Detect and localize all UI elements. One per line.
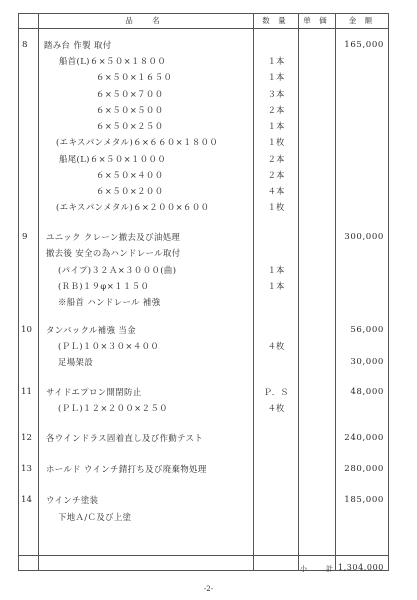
line-description: ６×５０×１６５０ [96, 72, 173, 82]
line-description: ６×５０×７００ [96, 89, 164, 99]
line-description: ホールド ウインチ錆打ち及び廃棄物処理 [46, 464, 207, 474]
line-description: 足場架設 [58, 357, 94, 367]
line-description: ６×５０×２５０ [96, 121, 164, 131]
item-number: 10 [21, 325, 32, 335]
line-qty: １枚 [267, 137, 285, 147]
line-description: (パイプ)３２Ａ×３０００(曲) [58, 265, 177, 275]
line-qty: １本 [267, 72, 285, 82]
line-description: ６×５０×５００ [96, 105, 164, 115]
line-qty: １本 [267, 281, 285, 291]
line-amount: 280,000 [344, 464, 384, 474]
line-amount: 48,000 [350, 387, 384, 397]
subtotal-label: 小 計 [300, 565, 339, 573]
line-amount: 165,000 [344, 40, 384, 50]
line-qty: ４枚 [267, 341, 285, 351]
line-amount: 240,000 [344, 433, 384, 443]
line-description: 船首(L)６×５０×１８００ [59, 56, 167, 66]
item-number: 13 [21, 464, 32, 474]
line-qty: １本 [267, 265, 285, 275]
line-description: ユニック クレーン撤去及び油処理 [46, 232, 181, 242]
item-number: 11 [21, 387, 32, 397]
line-description: タンバックル補強 当金 [46, 325, 136, 335]
item-number: 8 [22, 40, 28, 50]
line-description: 各ウインドラス固着直し及び作動テスト [46, 433, 204, 443]
line-amount: 30,000 [350, 357, 384, 367]
line-description: (ＰＬ)１０×３０×４００ [58, 341, 160, 351]
line-description: (エキスパンメタル)６×２００×６００ [56, 202, 210, 212]
subtotal-rule [18, 555, 389, 556]
line-qty: ４本 [267, 186, 285, 196]
header-qty: 数 量 [262, 16, 289, 25]
header-rule [18, 28, 389, 29]
line-qty: １枚 [267, 202, 285, 212]
line-qty: １本 [267, 56, 285, 66]
col-divider-no [38, 13, 39, 571]
header-amount: 金 額 [348, 16, 376, 25]
col-divider-price [335, 13, 336, 571]
line-description: 船尾(L)６×５０×１０００ [59, 154, 167, 164]
line-description: サイドエプロン開閉防止 [46, 387, 142, 397]
line-description: 下地Ａ/Ｃ及び上塗 [58, 512, 132, 522]
line-amount: 185,000 [344, 495, 384, 505]
line-qty: ２本 [267, 170, 285, 180]
header-unit-price: 単 価 [303, 16, 330, 25]
item-number: 12 [21, 433, 32, 443]
col-divider-qty [298, 13, 299, 571]
header-name: 品 名 [125, 16, 166, 25]
subtotal-amount: 1,304,000 [337, 563, 384, 572]
line-description: ６×５０×４００ [96, 170, 164, 180]
line-qty: ２本 [267, 154, 285, 164]
line-description: (ＲＢ)１９φ×１１５０ [58, 281, 150, 291]
line-description: 踏み台 作製 取付 [44, 40, 112, 50]
line-description: ※船首 ハンドレール 補強 [58, 297, 161, 307]
line-description: ウインチ塗装 [46, 495, 99, 505]
line-description: (ＰＬ)１２×２００×２５０ [58, 403, 168, 413]
table-frame [18, 13, 389, 571]
line-qty: １本 [267, 121, 285, 131]
line-description: 撤去後 安全の為ハンドレール取付 [46, 248, 181, 258]
line-amount: 300,000 [344, 232, 384, 242]
line-description: (エキスパンメタル)６×６６０×１８００ [56, 137, 219, 147]
item-number: 9 [22, 232, 28, 242]
line-qty: ３本 [267, 89, 285, 99]
item-number: 14 [21, 495, 32, 505]
line-description: ６×５０×２００ [96, 186, 164, 196]
page-number: -2- [203, 585, 214, 593]
line-qty: ２本 [267, 105, 285, 115]
line-qty: Ｐ．Ｓ [263, 387, 289, 397]
line-qty: ４枚 [267, 403, 285, 413]
line-amount: 56,000 [350, 325, 384, 335]
